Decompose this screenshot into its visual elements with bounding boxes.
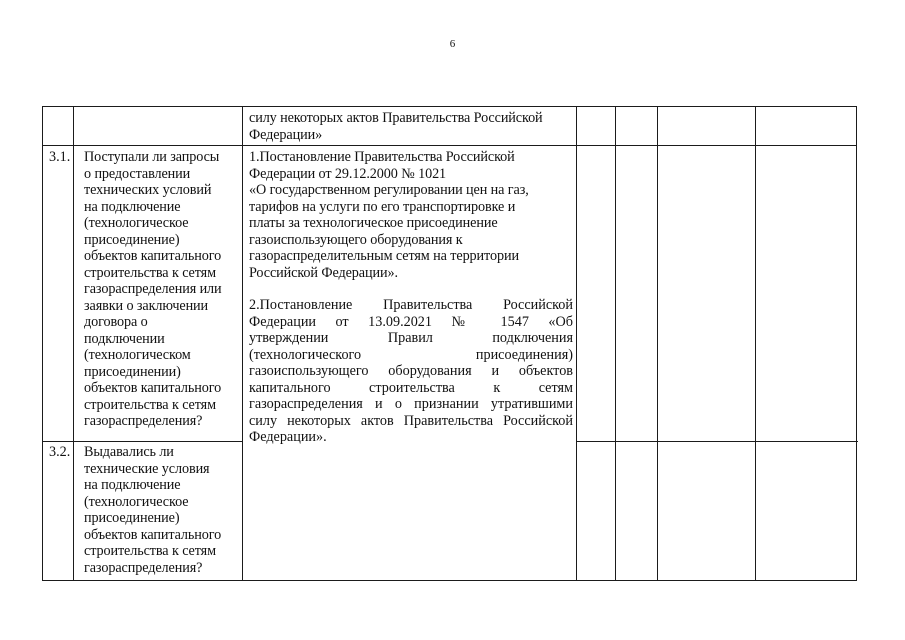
row-divider (43, 441, 243, 442)
column-divider (657, 107, 658, 580)
legal-act-2-line: газораспределения и о признании утратившими (249, 396, 573, 412)
continued-legal-basis: силу некоторых актов Правительства Российской Федерации» (249, 110, 543, 143)
legal-act-1: 1.Постановление Правительства Российской Федерации от 29.12.2000 № 1021 «О государственном регулировании цен на газ, тарифов на услуги по его транспортировке и платы за технологическое присоединение газоиспользующего оборудования к газораспределительным сетям на территории Российской Федерации». (249, 149, 529, 281)
legal-act-2-line: (технологического присоединения) (249, 346, 573, 363)
legal-act-2-line: Федерации». (249, 429, 327, 445)
legal-act-2-line: утверждении Правил подключения (249, 330, 573, 346)
row-divider (576, 441, 858, 442)
row-number: 3.2. (49, 444, 71, 460)
legal-act-2-line: 2.Постановление Правительства Российской (249, 297, 573, 313)
column-divider (242, 107, 243, 580)
column-divider (755, 107, 756, 580)
row-number: 3.1. (49, 149, 71, 165)
legal-act-2-line: капитального строительства к сетям (249, 379, 573, 396)
legal-act-2-line: Федерации от 13.09.2021 № 1547 «Об (249, 313, 573, 330)
column-divider (73, 107, 74, 580)
legal-act-2-line: газоиспользующего оборудования и объектов (249, 363, 573, 379)
column-divider (576, 107, 577, 580)
question-text: Выдавались ли технические условия на подключение (технологическое присоединение) объектов капитального строительства к сетям газораспределения? (84, 444, 222, 576)
column-divider (615, 107, 616, 580)
row-divider (43, 145, 856, 146)
legal-act-2-line: силу некоторых актов Правительства Российской (249, 412, 573, 429)
page-number: 6 (449, 38, 456, 50)
checklist-table (42, 106, 857, 581)
legal-act-2 (249, 297, 573, 446)
question-text: Поступали ли запросы о предоставлении технических условий на подключение (технологическое присоединение) объектов капитального строительства к сетям газораспределения или заявки о заключении договора о подключении (технологическом присоединении) объектов капитального строительства к сетям газораспределения? (84, 149, 222, 429)
